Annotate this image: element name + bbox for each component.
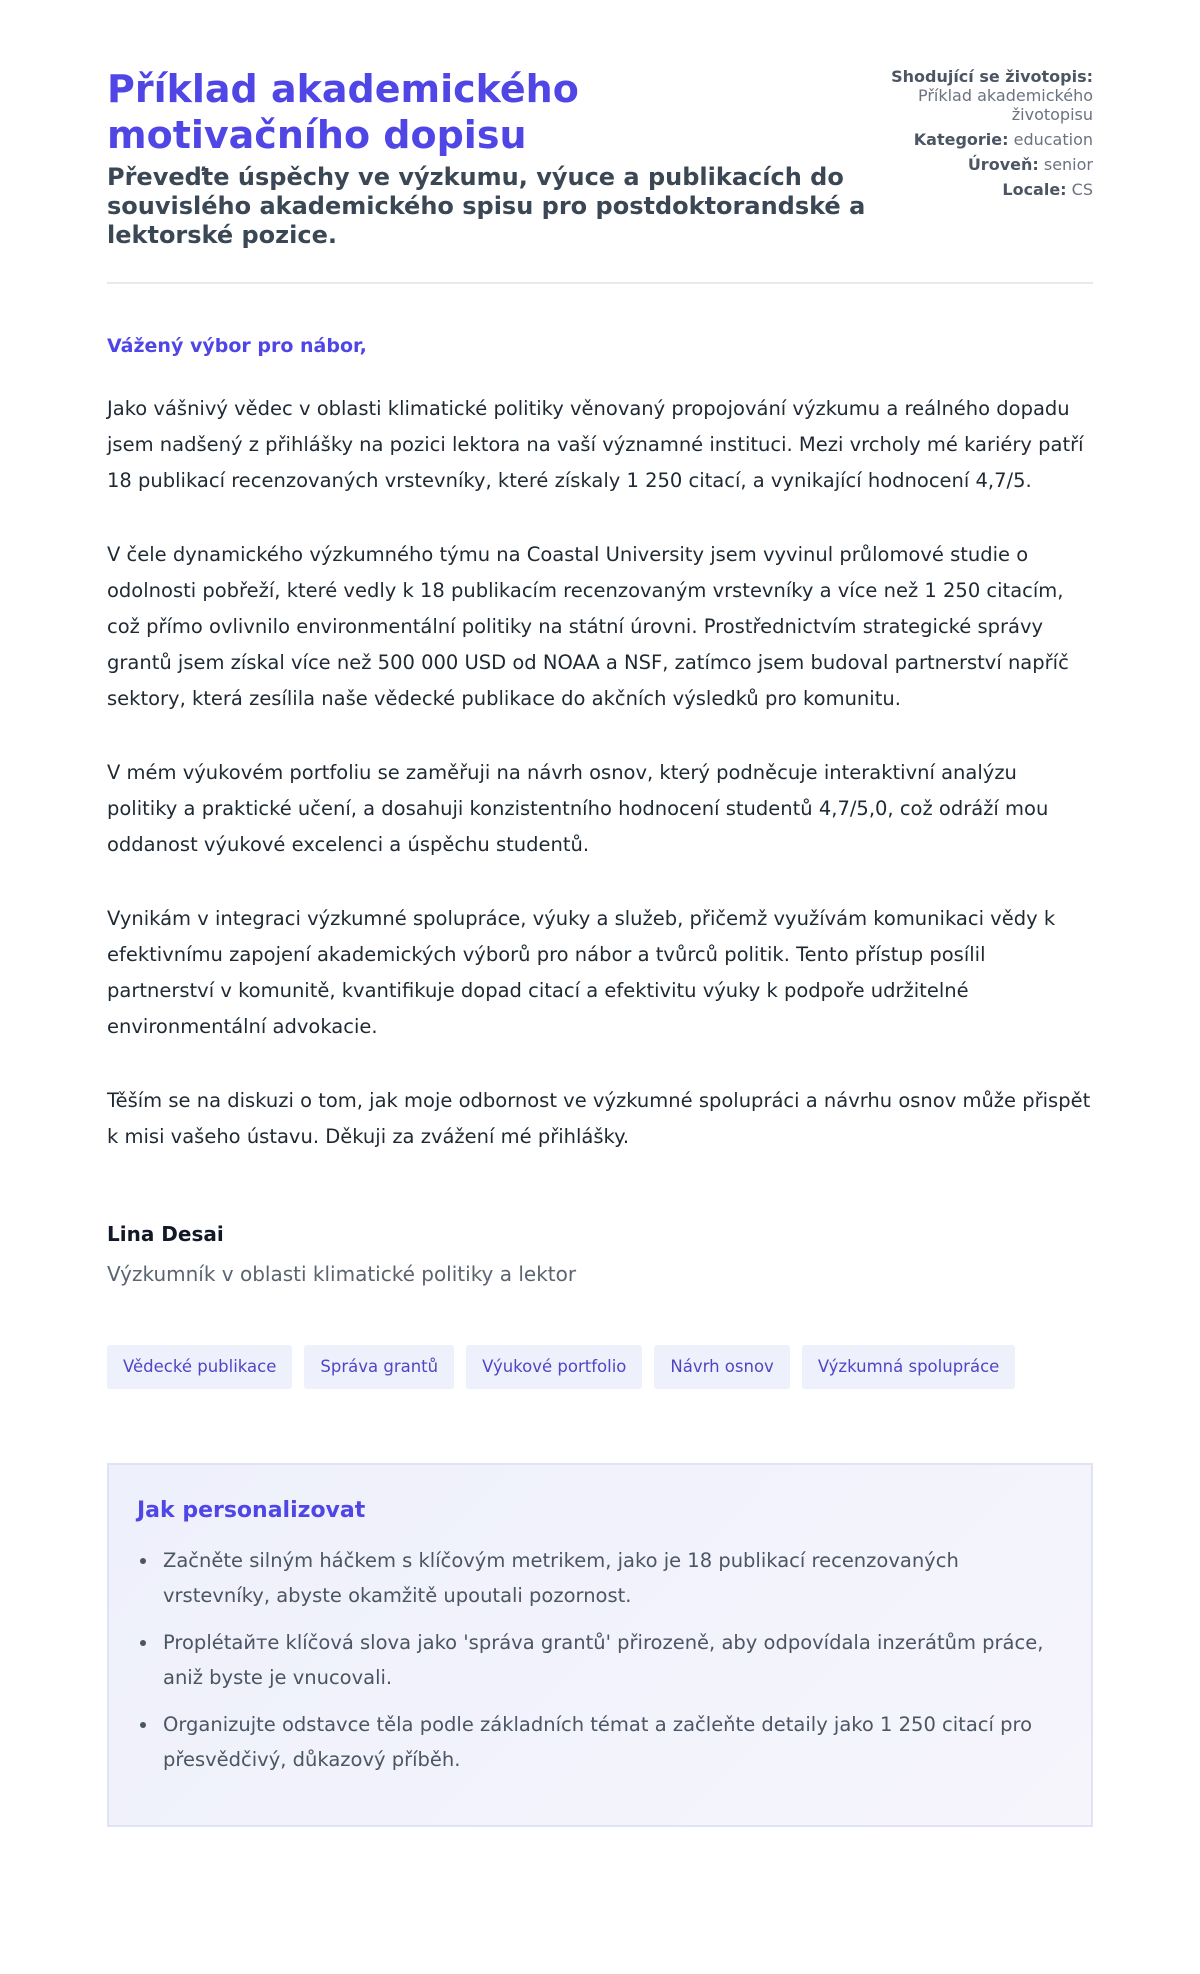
meta-level-value: senior [1043, 155, 1093, 174]
letter-paragraph: V čele dynamického výzkumného týmu na Coastal University jsem vyvinul průlomové studie o odolnosti pobřeží, které vedly k 18 publikacím recenzovaným vrstevníky a více než 1 250 citacím, což přímo ovlivnilo environmentální politiky na státní úrovni. Prostřednictvím strategické správy grantů jsem získal více než 500 000 USD od NOAA a NSF, zatímco jsem budoval partnerství napříč sektory, která zesílila naše vědecké publikace do akčních výsledků pro komunitu. [107, 543, 1069, 710]
keyword-tag: Výzkumná spolupráce [802, 1345, 1015, 1389]
meta-category-value: education [1013, 130, 1093, 149]
tip-item: Začněte silným háčkem s klíčovým metrikem, jako je 18 publikací recenzovaných vrstevníky, abyste okamžitě upoutali pozornost. [137, 1543, 1063, 1613]
keyword-tag: Výukové portfolio [466, 1345, 642, 1389]
tip-item: Organizujte odstavce těla podle základních témat a začleňte detaily jako 1 250 citací pro přesvědčivý, důkazový příběh. [137, 1707, 1063, 1777]
meta-panel [883, 67, 1093, 205]
meta-matching-label: Shodující se životopis: [891, 67, 1093, 86]
meta-category [883, 130, 1093, 149]
letter-body [107, 334, 1093, 1287]
page-title: Příklad akademického motivačního dopisu [107, 67, 579, 157]
tips-list [137, 1543, 1063, 1777]
keyword-tag: Správa grantů [304, 1345, 454, 1389]
page-subtitle: Převeďte úspěchy ve výzkumu, výuce a publikacích do souvislého akademického spisu pro postdoktorandské a lektorské pozice. [107, 163, 866, 249]
letter-paragraph: Těším se na diskuzi o tom, jak moje odbornost ve výzkumné spolupráci a návrhu osnov může přispět k misi vašeho ústavu. Děkuji za zvážení mé přihlášky. [107, 1089, 1091, 1148]
keyword-tag: Vědecké publikace [107, 1345, 292, 1389]
signature [107, 1221, 1093, 1287]
salutation: Vážený výbor pro nábor, [107, 335, 367, 357]
keyword-tag: Návrh osnov [654, 1345, 789, 1389]
meta-level [883, 155, 1093, 174]
signature-role: Výzkumník v oblasti klimatické politiky a lektor [107, 1262, 577, 1286]
keyword-tags [107, 1345, 1093, 1389]
personalization-tips [107, 1463, 1093, 1827]
letter-paragraph: Vynikám v integraci výzkumné spolupráce, výuky a služeb, přičemž využívám komunikaci vědy k efektivnímu zapojení akademických výborů pro nábor a tvůrců politik. Tento přístup posílil partnerství v komunitě, kvantifikuje dopad citací a efektivitu výuky k podpoře udržitelné environmentální advokacie. [107, 907, 1056, 1038]
tip-item: Proplétaйте klíčová slova jako 'správa grantů' přirozeně, aby odpovídala inzerátům práce, aniž byste je vnucovali. [137, 1625, 1063, 1695]
tips-title: Jak personalizovat [137, 1498, 366, 1523]
meta-locale-label: Locale: [1002, 180, 1067, 199]
header [107, 0, 1093, 284]
signature-name: Lina Desai [107, 1222, 224, 1246]
meta-locale [883, 180, 1093, 199]
meta-matching-value: Příklad akademického životopisu [917, 86, 1093, 124]
meta-matching-resume [883, 67, 1093, 124]
meta-level-label: Úroveň: [967, 155, 1039, 174]
letter-paragraph: V mém výukovém portfoliu se zaměřuji na návrh osnov, který podněcuje interaktivní analýzu politiky a praktické učení, a dosahuji konzistentního hodnocení studentů 4,7/5,0, což odráží mou oddanost výukové excelenci a úspěchu studentů. [107, 761, 1049, 856]
letter-paragraph: Jako vášnivý vědec v oblasti klimatické politiky věnovaný propojování výzkumu a reálného dopadu jsem nadšený z přihlášky na pozici lektora na vaší významné instituci. Mezi vrcholy mé kariéry patří 18 publikací recenzovaných vrstevníky, které získaly 1 250 citací, a vynikající hodnocení 4,7/5. [107, 397, 1084, 492]
meta-category-label: Kategorie: [913, 130, 1009, 149]
meta-locale-value: CS [1071, 180, 1093, 199]
